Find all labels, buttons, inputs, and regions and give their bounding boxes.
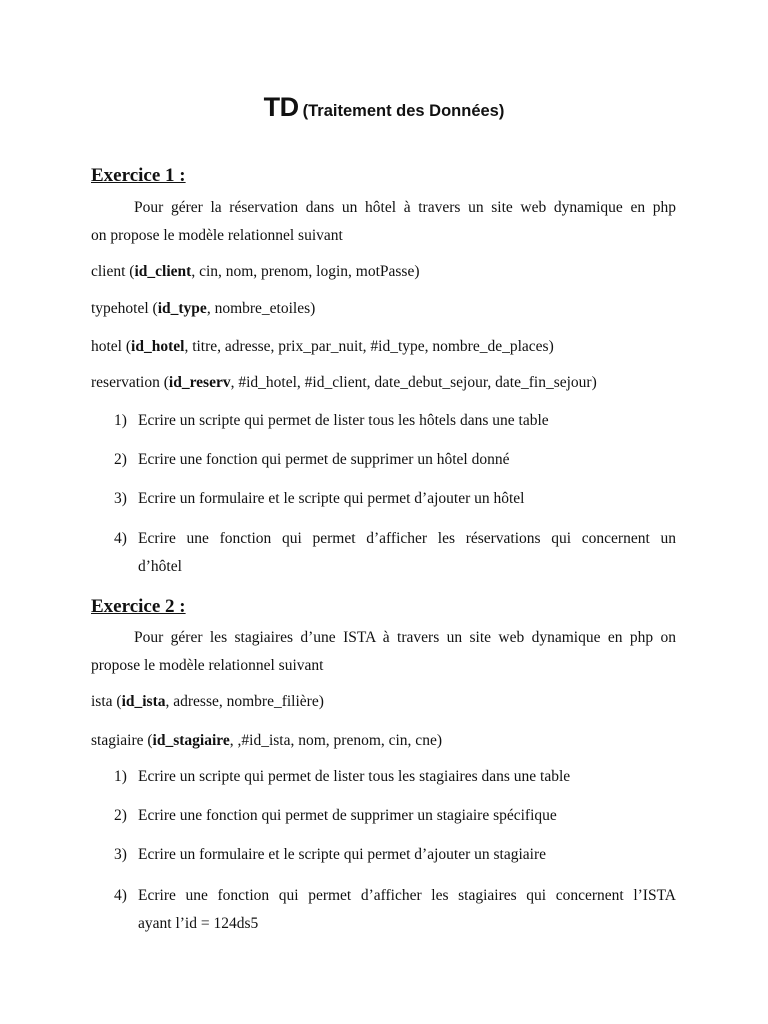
intro-line-1: Pour gérer les stagiaires d’une ISTA à travers un site web dynamique en php on (134, 629, 676, 646)
exercise-2-item-1 (114, 767, 676, 787)
relation-key: id_client (134, 263, 192, 280)
exercise-2-item-2 (114, 806, 676, 826)
relation-name: client ( (91, 263, 135, 280)
item-text: Ecrire une fonction qui permet de supprimer un hôtel donné (138, 451, 510, 468)
item-number: 3) (114, 846, 127, 863)
exercise-1-item-3 (114, 489, 676, 509)
item-number: 4) (114, 887, 127, 904)
exercise-1-item-4 (114, 529, 676, 577)
relation-typehotel (91, 299, 315, 319)
relation-key: id_hotel (131, 338, 185, 355)
item-number: 1) (114, 412, 127, 429)
exercise-1-heading: Exercice 1 : (91, 165, 186, 186)
page-title (0, 92, 768, 123)
item-text-continued: ayant l’id = 124ds5 (138, 915, 259, 932)
item-text: Ecrire un scripte qui permet de lister tous les hôtels dans une table (138, 412, 549, 429)
relation-attributes: , titre, adresse, prix_par_nuit, #id_type, nombre_de_places) (184, 338, 554, 355)
relation-attributes: , #id_hotel, #id_client, date_debut_sejour, date_fin_sejour) (230, 374, 597, 391)
title-main: TD (263, 92, 299, 122)
title-subtitle: (Traitement des Données) (302, 102, 505, 120)
exercise-2-heading: Exercice 2 : (91, 596, 186, 617)
item-number: 2) (114, 807, 127, 824)
relation-hotel (91, 337, 554, 357)
item-text: Ecrire un formulaire et le scripte qui permet d’ajouter un stagiaire (138, 846, 546, 863)
relation-reservation (91, 373, 597, 393)
exercise-1-item-2 (114, 450, 676, 470)
relation-name: hotel ( (91, 338, 132, 355)
item-text: Ecrire un formulaire et le scripte qui permet d’ajouter un hôtel (138, 490, 525, 507)
relation-client (91, 262, 419, 282)
exercise-1-intro (91, 198, 676, 246)
relation-key: id_reserv (168, 374, 231, 391)
relation-attributes: , adresse, nombre_filière) (165, 693, 324, 710)
relation-key: id_stagiaire (152, 732, 230, 749)
relation-stagiaire (91, 731, 442, 751)
item-text: Ecrire un scripte qui permet de lister tous les stagiaires dans une table (138, 768, 571, 785)
item-text: Ecrire une fonction qui permet d’afficher les réservations qui concernent un (138, 530, 676, 547)
relation-attributes: , cin, nom, prenom, login, motPasse) (191, 263, 420, 280)
intro-line-1: Pour gérer la réservation dans un hôtel à travers un site web dynamique en php (134, 199, 676, 216)
item-text-continued: d’hôtel (138, 558, 182, 575)
relation-name: stagiaire ( (91, 732, 153, 749)
relation-key: id_type (157, 300, 207, 317)
relation-name: reservation ( (91, 374, 169, 391)
exercise-1-item-1 (114, 411, 676, 431)
intro-line-2: propose le modèle relationnel suivant (91, 657, 324, 674)
relation-ista (91, 692, 324, 712)
item-number: 1) (114, 768, 127, 785)
item-number: 4) (114, 530, 127, 547)
exercise-2-item-4 (114, 886, 676, 934)
item-text: Ecrire une fonction qui permet d’afficher les stagiaires qui concernent l’ISTA (138, 887, 676, 904)
relation-key: id_ista (121, 693, 166, 710)
item-number: 3) (114, 490, 127, 507)
exercise-2-item-3 (114, 845, 676, 865)
exercise-2-intro (91, 628, 676, 676)
relation-attributes: , nombre_etoiles) (206, 300, 316, 317)
relation-name: typehotel ( (91, 300, 158, 317)
relation-name: ista ( (91, 693, 122, 710)
item-text: Ecrire une fonction qui permet de supprimer un stagiaire spécifique (138, 807, 557, 824)
intro-line-2: on propose le modèle relationnel suivant (91, 227, 343, 244)
item-number: 2) (114, 451, 127, 468)
relation-attributes: , ,#id_ista, nom, prenom, cin, cne) (229, 732, 442, 749)
